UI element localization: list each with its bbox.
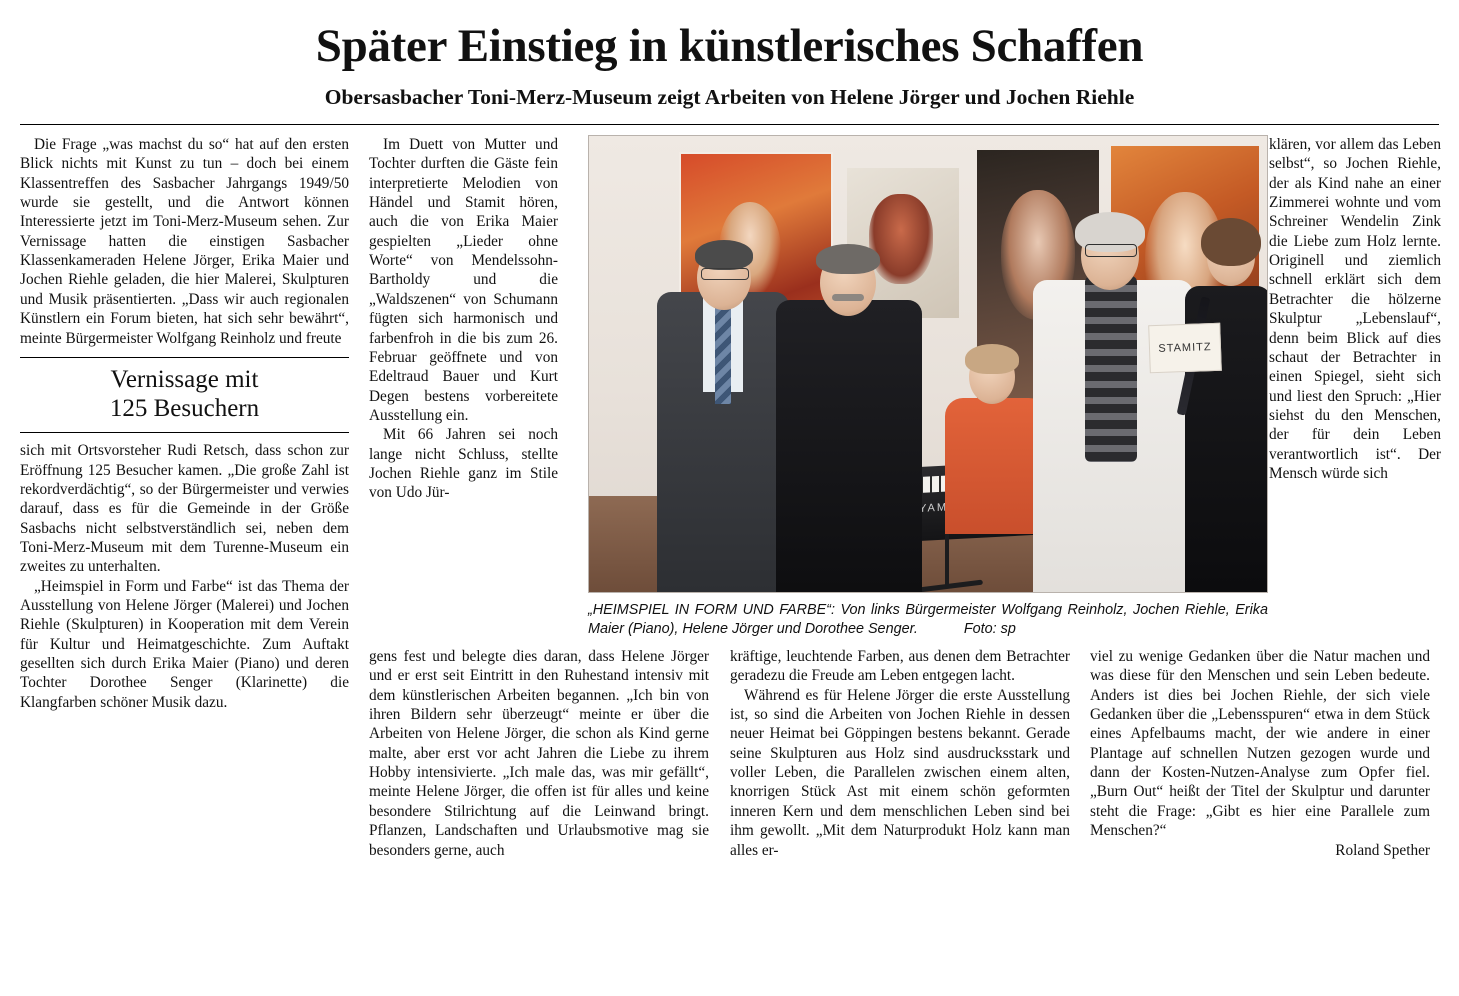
page-subtitle: Obersasbacher Toni-Merz-Museum zeigt Arbeiten von Helene Jörger und Jochen Riehle [324,85,1135,110]
hair [695,240,753,270]
paragraph: Mit 66 Jahren sei noch lange nicht Schluss, stellte Jochen Riehle ganz im Stile von Udo Jür- [369,426,558,502]
paragraph: Die Frage „was machst du so“ hat auf den ersten Blick nichts mit Kunst zu tun – doch bei einem Klassentreffen des Sasbacher Jahrgangs 1949/50 wurde sie gestellt, und die Antwort können Interessierte jetzt im Toni-Merz-Museum sehen. Zur Vernissage hatten die einstigen Sasbacher Klassenkameraden Helene Jörger, Erika Maier und Jochen Riehle geladen, die hier Malerei, Skulpturen und Musik präsentierten. „Dass wir auch regionalen Künstlern ein Forum bieten, hat sich sehr bewährt“, meinte Bürgermeister Wolfgang Reinholz und freute [20,136,349,347]
paragraph: gens fest und belegte dies daran, dass Helene Jörger und er erst seit Eintritt in den Ruhestand intensiv mit dem künstlerischen Arbeiten begannen. „Ich bin von ihren Bildern sehr überzeugt“ meinte er über die Arbeiten von Helene Jörger, die schon als Kind gerne malte, aber erst vor acht Jahren die Liebe zu ihrem Hobby intensivierte. „Ich male das, was mir gefällt“, meinte Helene Jörger, die offen ist für alles und keine besondere Stilrichtung auf die Leinwand bringt. Pflanzen, Landschaften und Urlaubsmotive mag sie besonders gerne, auch [369,648,709,859]
page-title: Später Einstieg in künstlerisches Schaffen [315,20,1144,72]
column-6 [1090,647,1430,860]
photo-caption [588,601,1268,639]
person-dorothee-senger [1185,200,1268,592]
exhibition-sign: STAMITZ [1148,323,1222,373]
tie [715,308,731,404]
torso [776,300,922,592]
hair [816,244,880,274]
person-wolfgang-reinholz [651,212,791,592]
column-5 [1269,135,1441,483]
header-divider [20,124,1439,125]
paragraph: sich mit Ortsvorsteher Rudi Retsch, dass schon zur Eröffnung 125 Besucher kamen. „Die große Zahl ist rekordverdächtig“, so der Bürgermeister und verwies darauf, dass es für die Gemeinde in der Größe Sasbachs nicht selbstverständlich sei, neben dem Toni-Merz-Museum mit dem Turenne-Museum ein zweites zu unterhalten. [20,442,349,576]
paragraph: „Heimspiel in Form und Farbe“ ist das Thema der Ausstellung von Helene Jörger (Malerei) und Jochen Riehle (Skulpturen) in Kooperation mit dem Verein für Kultur und Heimatgeschichte. Zum Auftakt gesellten sich durch Erika Maier (Piano) und deren Tochter Dorothee Senger (Klarinette) die Klangfarben schöner Musik dazu. [20,577,349,711]
crosshead-line-2: 125 Besuchern [109,394,260,422]
newspaper-page [0,22,1459,996]
hair [965,344,1019,374]
article-photo [588,135,1268,593]
column-1 [20,135,349,712]
column-divider-2 [20,432,349,433]
moustache [832,294,864,301]
column-4 [730,647,1070,860]
crosshead-line-1: Vernissage mit [110,365,259,393]
photo-block [588,135,1268,639]
paragraph: klären, vor allem das Leben selbst“, so Jochen Riehle, der als Kind nahe an einer Zimmerei wohnte und vom Schreiner Wendelin Zink die Liebe zum Holz lernte. Originell und ziemlich schnell erklärt sich dem Betrachter die hölzerne Skulptur „Lebenslauf“, denn beim Blick auf dies schaut der Betrachter in einen Spiegel, sieht sich und liest den Spruch: „Hier siehst du den Menschen, der für dein Leben verantwortlich ist“. Der Mensch würde sich [1269,136,1441,482]
article-author: Roland Spether [1335,841,1430,859]
person-jochen-riehle [774,220,924,592]
crosshead [20,366,349,424]
photo-credit: Foto: sp [963,621,1016,638]
paragraph: Während es für Helene Jörger die erste Ausstellung ist, so sind die Arbeiten von Jochen Riehle in dessen neuer Heimat bei Göppingen bestens bekannt. Gerade seine Skulpturen aus Holz sind ausdrucksstark und voller Leben, die Parallelen zwischen einem alten, knorrigen Stück Ast mit einem schön geformten inneren Kern und dem menschlichen Leben sind bei ihm gewollt. „Mit dem Naturprodukt Holz kann man alles er- [730,686,1070,859]
column-3 [369,647,709,860]
paragraph: Im Duett von Mutter und Tochter durften die Gäste fein interpretierte Melodien von Händel und Stamit hören, auch die von Erika Maier gespielten „Lieder ohne Worte“ von Mendelssohn-Bartholdy und die „Waldszenen“ von Schumann fügten sich harmonisch und farbenfroh in die bis zum 26. Februar geöffnete und von Edeltraud Bauer und Kurt Degen bestens vorbereitete Ausstellung ein. [369,136,558,424]
scarf [1085,276,1137,462]
paragraph: kräftige, leuchtende Farben, aus denen dem Betrachter geradezu die Freude am Leben entgegen lacht. [730,648,1070,685]
music-stand [945,526,949,586]
column-divider [20,357,349,358]
column-2 [369,135,558,503]
glasses-icon [701,268,749,280]
paragraph: viel zu wenige Gedanken über die Natur machen und was diese für den Menschen und sein Leben bedeute. Anders ist dies bei Jochen Riehle, der sich viele Gedanken über die „Lebensspuren“ etwa in dem Stück eines Apfelbaums macht, der wie andere in einer Plantage auf schnellen Nutzen gezogen wurde und dann der Kosten-Nutzen-Analyse zum Opfer fiel. „Burn Out“ heißt der Titel der Skulptur und darunter steht die Frage: „Gibt es hier eine Parallele zum Menschen?“ [1090,648,1430,840]
glasses-icon [1085,244,1137,257]
hair [1201,218,1261,266]
person-helene-joerger [1029,192,1197,592]
article-columns [20,135,1441,955]
photo-caption-text: „HEIMSPIEL IN FORM UND FARBE“: Von links Bürgermeister Wolfgang Reinholz, Jochen Riehle, Erika Maier (Piano), Helene Jörger und Dorothee Senger. [588,602,1268,638]
